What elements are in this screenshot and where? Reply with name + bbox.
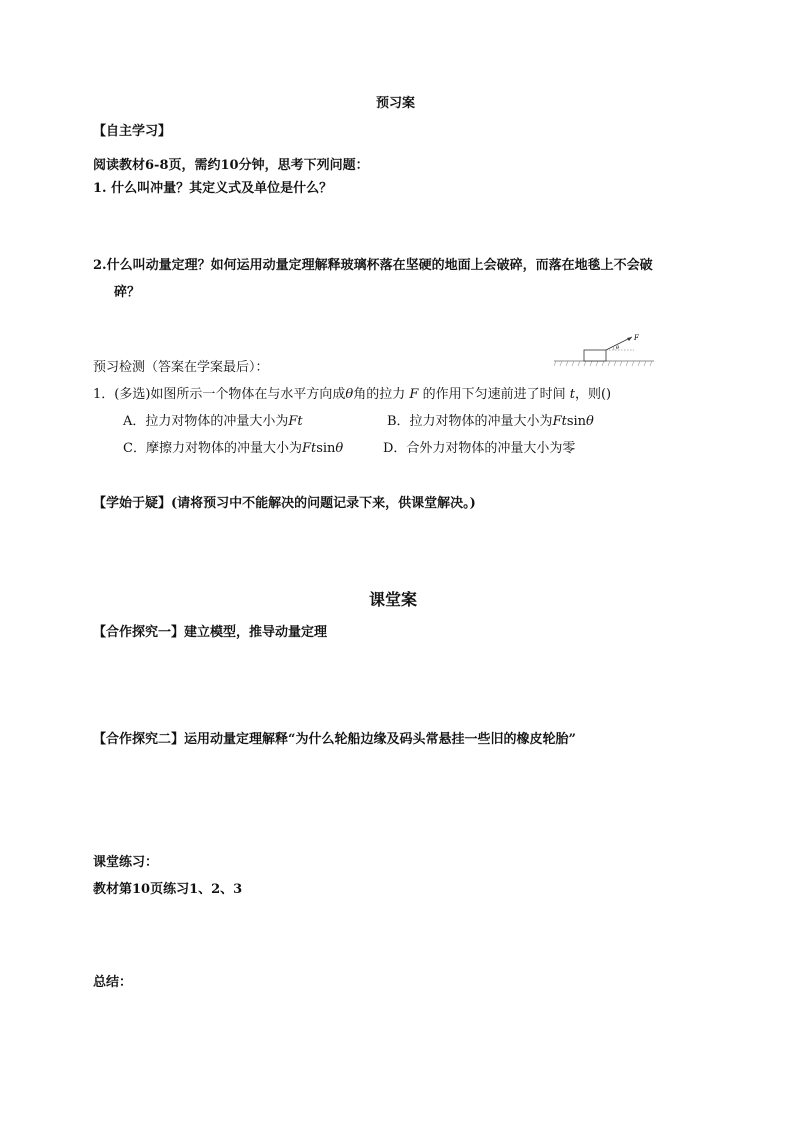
mcq-stem-part: 角的拉力 [353, 387, 406, 402]
option-b [387, 414, 594, 430]
option-c-theta: θ [335, 441, 344, 456]
explore-2 [93, 732, 576, 748]
mcq-stem-part: 的作用下匀速前进了时间 [422, 387, 566, 402]
explore-1-heading: 【合作探究一】 [93, 625, 185, 640]
option-c-text: C．摩擦力对物体的冲量大小为 [123, 441, 302, 456]
force-diagram [554, 333, 654, 369]
doubt-section [93, 496, 476, 512]
theta-symbol: θ [345, 387, 354, 402]
force-symbol: F [409, 387, 419, 402]
preview-check-heading: 预习检测（答案在学案最后）： [93, 360, 269, 375]
option-d: D．合外力对物体的冲量大小为零 [383, 441, 576, 456]
angle-label: θ [616, 345, 620, 351]
option-b-text: B．拉力对物体的冲量大小为 [387, 414, 553, 429]
explore-1 [93, 625, 327, 641]
time-symbol: t [569, 387, 575, 402]
question-1: 1. 什么叫冲量？其定义式及单位是什么？ [93, 181, 333, 196]
mcq-stem-part: 1．(多选)如图所示一个物体在与水平方向成 [93, 387, 346, 402]
summary-heading: 总结： [93, 975, 133, 990]
question-2-line-1: 2.什么叫动量定理？如何运用动量定理解释玻璃杯落在坚硬的地面上会破碎，而落在地毯上不会破 [93, 258, 653, 273]
mcq-stem-part: ，则() [574, 387, 612, 402]
practice-heading: 课堂练习： [93, 855, 159, 870]
question-2-line-2: 碎？ [114, 285, 141, 300]
option-a-text: A．拉力对物体的冲量大小为 [123, 414, 289, 429]
option-a-value: Ft [288, 414, 303, 429]
option-c-sin: sin [316, 441, 336, 456]
practice-text: 教材第10页练习1、2、3 [93, 882, 243, 897]
mcq-stem [93, 387, 611, 403]
preview-title: 预习案 [376, 96, 416, 111]
doubt-note: (请将预习中不能解决的问题记录下来，供课堂解决。) [171, 496, 476, 511]
explore-2-heading: 【合作探究二】 [93, 732, 185, 747]
option-b-sin: sin [566, 414, 587, 429]
doubt-heading: 【学始于疑】 [93, 496, 172, 511]
self-study-heading: 【自主学习】 [93, 124, 172, 139]
explore-2-text: 运用动量定理解释“为什么轮船边缘及码头常悬挂一些旧的橡皮轮胎” [184, 732, 576, 747]
force-label: F [634, 334, 639, 342]
option-a [123, 414, 303, 430]
reading-instruction: 阅读教材6-8页，需约10分钟，思考下列问题： [93, 158, 369, 173]
option-b-value: Ft [552, 414, 567, 429]
classroom-title: 课堂案 [369, 590, 418, 609]
option-b-theta: θ [586, 414, 594, 429]
explore-1-text: 建立模型，推导动量定理 [184, 625, 328, 640]
option-c-value: Ft [301, 441, 317, 456]
option-c [123, 441, 343, 457]
block-shape [584, 350, 606, 361]
